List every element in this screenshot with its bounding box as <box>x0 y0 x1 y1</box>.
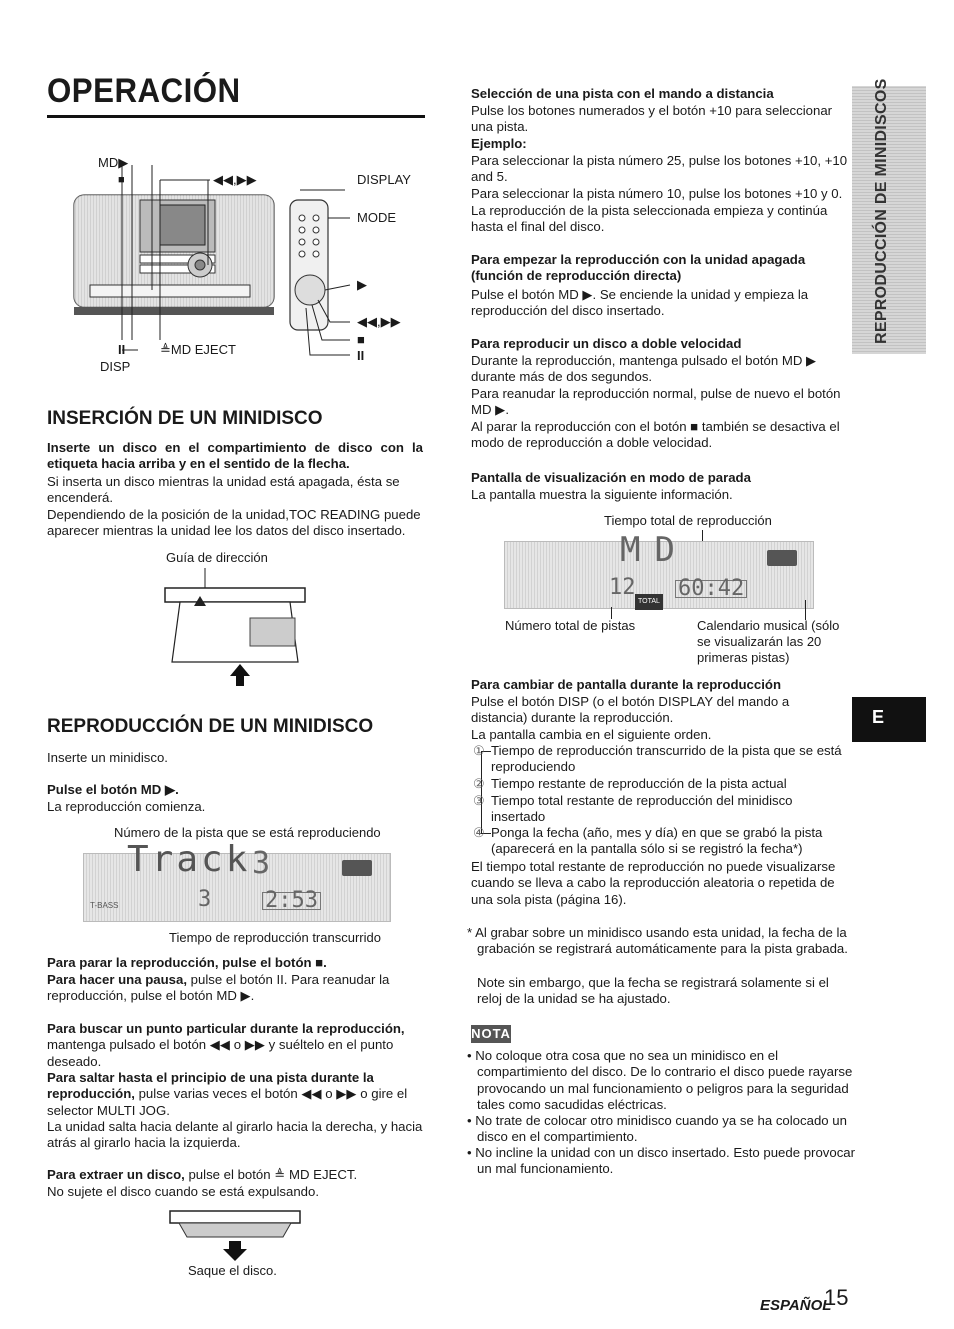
stop-heading: Para parar la reproducción, pulse el botón ■. <box>47 955 327 970</box>
pause-text: pulse el botón II. Para reanudar la reproducción, pulse el botón MD ▶. <box>47 972 390 1004</box>
lcd-elapsed-time: 2:53 <box>262 892 321 910</box>
eject-text: pulse el botón ≜ MD EJECT. <box>184 1167 358 1182</box>
nota-badge: NOTA <box>471 1026 511 1041</box>
mode-label: MODE <box>357 210 396 225</box>
skip-paragraph <box>47 1070 423 1119</box>
title-rule <box>47 115 425 118</box>
skip-label: ◀◀,▶▶ <box>213 172 257 187</box>
stop-remote-label: ■ <box>357 332 365 347</box>
order-num-2: ② <box>473 776 485 791</box>
play-step-heading: Pulse el botón MD ▶. <box>47 782 179 797</box>
change-text-2: La pantalla cambia en el siguiente orden. <box>471 727 712 742</box>
md-play-label: MD▶ <box>98 155 129 170</box>
pause-bold: Para hacer una pausa, <box>47 972 188 987</box>
order-item-2 <box>473 776 847 792</box>
page-title: OPERACIÓN <box>47 72 241 110</box>
order-num-4: ④ <box>473 825 485 840</box>
remove-caption: Saque el disco. <box>188 1263 277 1278</box>
play-step-text: La reproducción comienza. <box>47 799 206 814</box>
lcd-track-display <box>83 839 391 922</box>
skip-remote-label: ◀◀,▶▶ <box>357 314 401 329</box>
change-text-1: Pulse el botón DISP (o el botón DISPLAY del mando a distancia) durante la reproducción. <box>471 694 790 726</box>
footnote-1: * Al grabar sobre un minidisco usando esta unidad, la fecha de la grabación se registrará automáticamente para la pista grabada. <box>467 925 848 957</box>
eject-paragraph <box>47 1167 423 1183</box>
insert-p2: Dependiendo de la posición de la unidad,TOC READING puede aparecer mientras la unidad lee los datos del disco insertado. <box>47 507 421 539</box>
direct-text: Pulse el botón MD ▶. Se enciende la unidad y empieza la reproducción del disco insertado. <box>471 287 809 319</box>
note-3: • No incline la unidad con un disco insertado. Esto puede provocar un mal funcionamiento. <box>467 1145 856 1177</box>
time-caption: Tiempo de reproducción transcurrido <box>169 930 381 945</box>
lcd2-time: 60:42 <box>675 580 747 598</box>
disc-icon <box>342 860 372 876</box>
disc-icon-2 <box>767 550 797 566</box>
order-num-3: ③ <box>473 793 485 808</box>
order-text-1: Tiempo de reproducción transcurrido de la pista que se está reproduciendo <box>491 743 842 775</box>
stopmode-text: La pantalla muestra la siguiente información. <box>471 487 733 502</box>
search-paragraph <box>47 1021 423 1070</box>
double-heading: Para reproducir un disco a doble velocidad <box>471 336 742 351</box>
change-heading: Para cambiar de pantalla durante la reproducción <box>471 677 782 692</box>
order-item-1 <box>473 743 847 776</box>
double-text-2: Para reanudar la reproducción normal, pulse de nuevo el botón MD ▶. <box>471 386 841 418</box>
order-item-4 <box>473 825 847 858</box>
total-tracks-caption: Número total de pistas <box>505 618 636 633</box>
search-text: mantenga pulsado el botón ◀◀ o ▶▶ y suéltelo en el punto deseado. <box>47 1037 394 1069</box>
eject-note: No sujete el disco cuando se está expulsando. <box>47 1184 319 1199</box>
direct-heading: Para empezar la reproducción con la unidad apagada (función de reproducción directa) <box>471 252 806 284</box>
page-number: 15 <box>824 1285 849 1310</box>
lcd-track-number: 3 <box>252 846 271 881</box>
skip-text: pulse varias veces el botón ◀◀ o ▶▶ o gire el selector MULTI JOG. <box>47 1086 408 1118</box>
eject-illustration <box>165 1205 305 1263</box>
remaining-note: El tiempo total restante de reproducción no puede visualizarse cuando se lleva a cabo la reproducción aleatoria o repetida de una sola pista (página 16). <box>471 859 836 907</box>
example-label: Ejemplo: <box>471 136 527 151</box>
language-tab-letter: E <box>872 707 885 727</box>
note-2: • No trate de colocar otro minidisco cuando ya se ha colocado un disco en el compartimiento. <box>467 1113 847 1145</box>
search-bold: Para buscar un punto particular durante la reproducción, <box>47 1021 405 1036</box>
display-label: DISPLAY <box>357 172 411 187</box>
calendar-leader <box>805 600 806 620</box>
order-num-1: ① <box>473 743 485 758</box>
order-text-3: Tiempo total restante de reproducción del minidisco insertado <box>491 793 793 825</box>
example-2: Para seleccionar la pista número 10, pulse los botones +10 y 0. <box>471 186 843 201</box>
guide-label: Guía de dirección <box>166 550 268 565</box>
remote-heading: Selección de una pista con el mando a distancia <box>471 86 774 101</box>
pause-label: II <box>118 342 126 357</box>
calendar-caption: Calendario musical (sólo se visualizarán las 20 primeras pistas) <box>697 618 840 665</box>
order-text-4: Ponga la fecha (año, mes y día) en que se grabó la pista (aparecerá en la pantalla sólo si se registró la fecha*) <box>491 825 823 857</box>
track-caption: Número de la pista que se está reproduciendo <box>114 825 381 840</box>
pause-paragraph <box>47 972 423 1005</box>
side-tab-text: REPRODUCCIÓN DE MINIDISCOS <box>873 78 890 344</box>
double-text-1: Durante la reproducción, mantenga pulsado el botón MD ▶ durante más de dos segundos. <box>471 353 817 385</box>
disp-label: DISP <box>100 359 131 374</box>
double-text-3: Al parar la reproducción con el botón ■ también se desactiva el modo de reproducción a doble velocidad. <box>471 419 840 451</box>
skip-bold: Para saltar hasta el principio de una pista durante la reproducción, <box>47 1070 374 1102</box>
lcd-tbass: T-BASS <box>90 901 119 910</box>
lcd2-md: MD <box>620 530 689 570</box>
lcd2-total: TOTAL <box>635 594 663 610</box>
insert-intro: Inserte un disco en el compartimiento de disco con la etiqueta hacia arriba y en el sentido de la flecha. <box>47 440 423 472</box>
lcd2-tracks: 12 <box>609 575 636 600</box>
jog-text: La unidad salta hacia delante al girarlo hacia la derecha, y hacia atrás al girarlo hacia la izquierda. <box>47 1119 423 1151</box>
order-item-3 <box>473 793 847 826</box>
footnote-2: Note sin embargo, que la fecha se registrará solamente si el reloj de la unidad se ha ajustado. <box>477 975 829 1007</box>
eject-bold: Para extraer un disco, <box>47 1167 185 1182</box>
insert-heading: INSERCIÓN DE UN MINIDISCO <box>47 408 323 429</box>
device-diagram <box>60 150 430 380</box>
order-text-2: Tiempo restante de reproducción de la pista actual <box>491 776 787 791</box>
stop-label: ■ <box>118 174 125 186</box>
lcd-stop-display <box>504 530 814 609</box>
note-1: • No coloque otra cosa que no sea un minidisco en el compartimiento del disco. De lo contrario el disco puede rayarse provocando un mal funcionamiento o peligros para la seguridad tales como sacudidas eléctricas. <box>467 1048 853 1112</box>
insert-p1: Si inserta un disco mientras la unidad está apagada, ésta se encenderá. <box>47 474 400 506</box>
lcd-small-digit: 3 <box>198 887 212 912</box>
eject-label: ≜MD EJECT <box>160 342 236 357</box>
side-tab <box>852 78 926 354</box>
remote-text: Pulse los botones numerados y el botón +10 para seleccionar una pista. <box>471 103 833 135</box>
pause-remote-label: II <box>357 348 365 363</box>
example-3: La reproducción de la pista seleccionada empieza y continúa hasta el final del disco. <box>471 203 828 235</box>
play-remote-label: ▶ <box>357 277 367 292</box>
play-heading: REPRODUCCIÓN DE UN MINIDISCO <box>47 716 374 737</box>
play-intro: Inserte un minidisco. <box>47 750 168 765</box>
insert-illustration <box>160 566 310 686</box>
stopmode-heading: Pantalla de visualización en modo de parada <box>471 470 751 485</box>
total-time-caption: Tiempo total de reproducción <box>604 513 772 528</box>
language-tab <box>852 697 926 742</box>
lcd-track-text: Track <box>127 839 251 880</box>
footer-language: ESPAÑOL <box>760 1297 832 1314</box>
example-1: Para seleccionar la pista número 25, pulse los botones +10, +10 and 5. <box>471 153 848 185</box>
